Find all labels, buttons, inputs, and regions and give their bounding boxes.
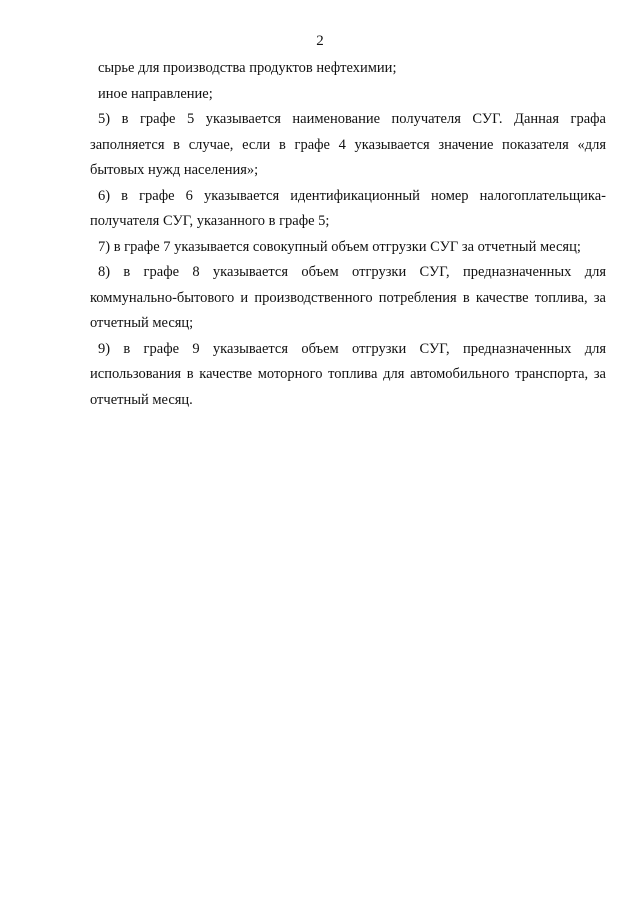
page-number: 2 bbox=[316, 33, 324, 49]
document-body bbox=[90, 56, 606, 413]
paragraph-other-direction: иное направление; bbox=[98, 85, 213, 102]
paragraph-column-6: 6) в графе 6 указывается идентификационный номер налогоплательщика-получателя СУГ, указанного в графе 5; bbox=[90, 187, 606, 229]
paragraph-column-8: 8) в графе 8 указывается объем отгрузки СУГ, предназначенных для коммунально-бытового и производственного потребления в качестве топлива, за отчетный месяц; bbox=[90, 264, 606, 331]
paragraph-column-9: 9) в графе 9 указывается объем отгрузки СУГ, предназначенных для использования в качестве моторного топлива для автомобильного транспорта, за отчетный месяц. bbox=[90, 340, 606, 408]
paragraph-column-5: 5) в графе 5 указывается наименование получателя СУГ. Данная графа заполняется в случае, если в графе 4 указывается значение показателя «для бытовых нужд населения»; bbox=[90, 111, 606, 178]
paragraph-raw-materials: сырье для производства продуктов нефтехимии; bbox=[98, 60, 397, 76]
paragraph-column-7: 7) в графе 7 указывается совокупный объем отгрузки СУГ за отчетный месяц; bbox=[98, 238, 581, 255]
